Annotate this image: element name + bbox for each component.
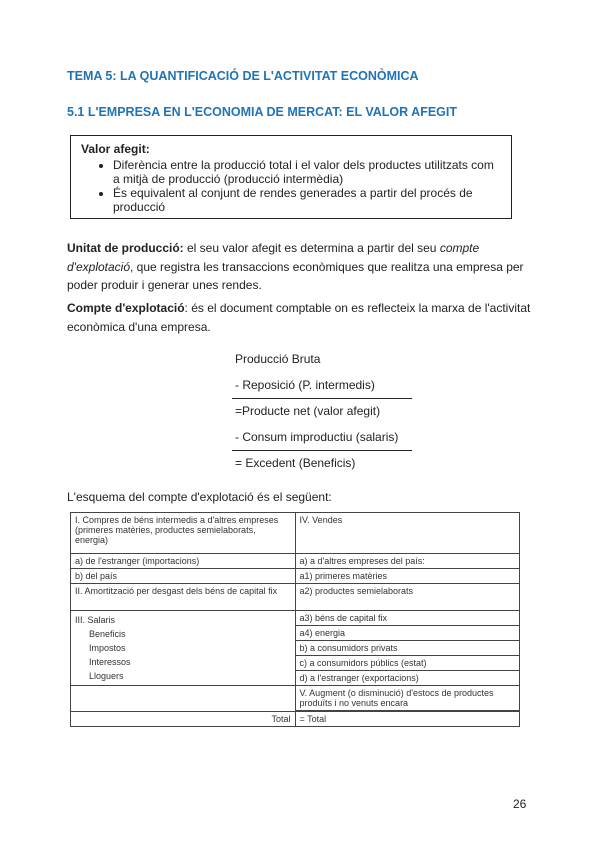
credit-public-consumers: c) a consumidors públics (estat) — [295, 656, 520, 671]
page-number: 26 — [513, 797, 527, 811]
credit-sales: IV. Vendes — [295, 513, 520, 554]
definition-list — [81, 158, 501, 214]
debit-blank — [71, 686, 296, 712]
definition-box — [70, 135, 512, 219]
debit-depreciation: II. Amortització per desgast dels béns de capital fix — [71, 584, 296, 611]
debit-imports: a) de l'estranger (importacions) — [71, 554, 296, 569]
credit-semi-finished: a2) productes semielaborats — [295, 584, 520, 611]
text: , que registra les transaccions econòmiques que realitza una empresa per poder produir i generar unes rendes. — [67, 259, 524, 292]
section-title: 5.1 L'EMPRESA EN L'ECONOMIA DE MERCAT: EL VALOR AFEGIT — [67, 105, 457, 119]
debit-income-item: Interessos — [89, 657, 131, 667]
definition-item: • Diferència entre la producció total i el valor dels productes utilitzats com a mitjà de producció (producció intermèdia) — [113, 158, 501, 186]
debit-income-block — [71, 611, 296, 686]
debit-income-item: Lloguers — [89, 671, 124, 681]
production-unit-paragraph — [67, 239, 537, 295]
credit-domestic: a) a d'altres empreses del país: — [295, 554, 520, 569]
debit-total: Total — [71, 712, 296, 727]
credit-total: = Total — [295, 712, 520, 727]
definition-item: • És equivalent al conjunt de rendes generades a partir del procés de producció — [113, 186, 501, 214]
term: Compte d'explotació — [67, 301, 185, 315]
operating-account-table — [70, 512, 520, 727]
credit-capital-goods: a3) béns de capital fix — [295, 611, 520, 626]
debit-income-item: Impostos — [89, 643, 126, 653]
term: Unitat de producció: — [67, 241, 184, 255]
calc-line: Producció Bruta — [235, 352, 321, 366]
calc-rule — [232, 398, 412, 399]
debit-purchases: I. Compres de béns intermedis a d'altres empreses (primeres matèries, productes semielaborats, energia) — [71, 513, 296, 554]
debit-salaries: III. Salaris — [75, 615, 116, 625]
credit-private-consumers: b) a consumidors privats — [295, 641, 520, 656]
definition-label: Valor afegit: — [81, 142, 150, 156]
debit-domestic: b) del país — [71, 569, 296, 584]
calc-line: - Consum improductiu (salaris) — [235, 430, 399, 444]
topic-title: TEMA 5: LA QUANTIFICACIÓ DE L'ACTIVITAT ECONÒMICA — [67, 69, 419, 83]
term-italic: compte d'explotació — [67, 241, 480, 274]
calc-line: =Producte net (valor afegit) — [235, 404, 381, 418]
credit-raw-materials: a1) primeres matèries — [295, 569, 520, 584]
calc-line: - Reposició (P. intermedis) — [235, 378, 375, 392]
text: el seu valor afegit es determina a partir del seu — [183, 241, 440, 255]
text: : és el document comptable on es reflecteix la marxa de l'activitat econòmica d'una empresa. — [67, 301, 531, 334]
calc-rule — [232, 450, 412, 451]
debit-income-item: Beneficis — [89, 629, 126, 639]
credit-exports: d) a l'estranger (exportacions) — [295, 671, 520, 686]
calc-line: = Excedent (Beneficis) — [235, 456, 356, 470]
operating-account-paragraph — [67, 299, 537, 336]
scheme-intro: L'esquema del compte d'explotació és el següent: — [67, 490, 332, 504]
credit-stock-change: V. Augment (o disminució) d'estocs de productes produïts i no venuts encara — [295, 686, 520, 711]
credit-energy: a4) energia — [295, 626, 520, 641]
